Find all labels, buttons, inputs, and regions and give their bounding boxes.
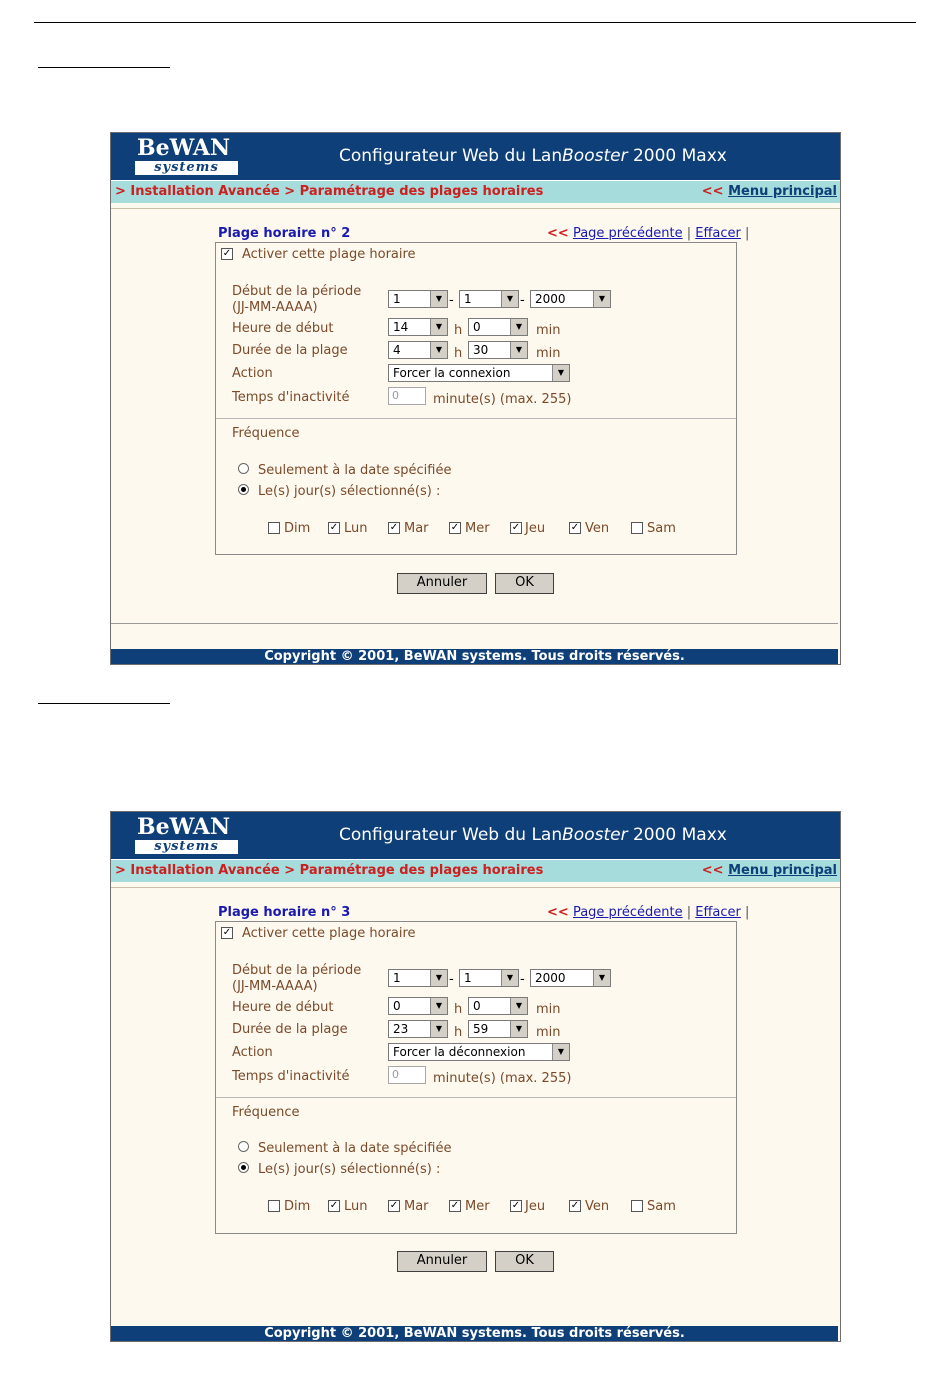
day-checkbox-sam[interactable] <box>631 522 643 534</box>
page-title: Plage horaire n° 3 <box>218 905 351 920</box>
nav-links: << Page précédente | Effacer | <box>547 905 750 920</box>
day-checkbox-mer[interactable]: ✓ <box>450 1200 460 1211</box>
previous-page-link[interactable]: Page précédente <box>572 226 683 241</box>
action-select[interactable]: Forcer la déconnexion ▼ <box>388 1043 570 1061</box>
schedule-form: ✓ Activer cette plage horaire Début de la période (JJ-MM-AAAA) 1 ▼ - 1 ▼ - 2000 ▼ Heure de début 0 ▼ h 0 ▼ min Durée de la plage 23 ▼ h 59 ▼ min Action Forcer la déconnexion ▼ Temps d'inactivité 0 minute(s) (max. 255) Fréquence Seulement à la date spécifiée Le(s) jour(s) sélectionné(s) : Dim ✓ Lun ✓ Mar ✓ Mer ✓ Jeu ✓ Ven Sam <box>215 921 737 1234</box>
day-checkbox-lun[interactable]: ✓ <box>329 522 339 533</box>
only-date-radio[interactable] <box>238 463 249 474</box>
duration-min-select[interactable]: 59 ▼ <box>468 1020 528 1038</box>
breadcrumb: > Installation Avancée > Paramétrage des plages horaires <box>115 184 544 199</box>
only-date-radio[interactable] <box>238 1141 249 1152</box>
app-title: Configurateur Web du LanBooster 2000 Maxx <box>339 825 727 845</box>
start-hour-select[interactable]: 14 ▼ <box>388 318 448 336</box>
start-min-select[interactable]: 0 ▼ <box>468 318 528 336</box>
day-checkbox-mar[interactable]: ✓ <box>389 1200 399 1211</box>
section-underline-2 <box>38 703 170 704</box>
nav-links: << Page précédente | Effacer | <box>547 226 750 241</box>
start-min-select[interactable]: 0 ▼ <box>468 997 528 1015</box>
page-title: Plage horaire n° 2 <box>218 226 351 241</box>
day-checkbox-lun[interactable]: ✓ <box>329 1200 339 1211</box>
copyright-footer: Copyright © 2001, BeWAN systems. Tous droits réservés. <box>111 1326 838 1341</box>
duration-min-select[interactable]: 30 ▼ <box>468 341 528 359</box>
bewan-logo: BeWAN systems <box>135 136 238 177</box>
day-checkbox-dim[interactable] <box>268 522 280 534</box>
clear-link[interactable]: Effacer <box>695 226 741 241</box>
start-hour-select[interactable]: 0 ▼ <box>388 997 448 1015</box>
activate-checkbox[interactable]: ✓ <box>222 248 232 259</box>
day-checkbox-ven[interactable]: ✓ <box>570 1200 580 1211</box>
day-select[interactable]: 1 ▼ <box>388 290 448 308</box>
app-header <box>111 133 840 180</box>
duration-hour-select[interactable]: 23 ▼ <box>388 1020 448 1038</box>
month-select[interactable]: 1 ▼ <box>459 290 519 308</box>
breadcrumb-bar <box>111 859 840 882</box>
action-select[interactable]: Forcer la connexion ▼ <box>388 364 570 382</box>
day-checkbox-dim[interactable] <box>268 1200 280 1212</box>
breadcrumb: > Installation Avancée > Paramétrage des plages horaires <box>115 863 544 878</box>
day-checkbox-jeu[interactable]: ✓ <box>511 1200 521 1211</box>
inactivity-input[interactable]: 0 <box>388 387 426 405</box>
clear-link[interactable]: Effacer <box>695 905 741 920</box>
day-checkbox-mer[interactable]: ✓ <box>450 522 460 533</box>
copyright-footer: Copyright © 2001, BeWAN systems. Tous droits réservés. <box>111 649 838 664</box>
breadcrumb-bar <box>111 180 840 203</box>
menu-principal-link[interactable]: << Menu principal <box>701 184 837 199</box>
schedule-form: ✓ Activer cette plage horaire Début de la période (JJ-MM-AAAA) 1 ▼ - 1 ▼ - 2000 ▼ Heure de début 14 ▼ h 0 ▼ min Durée de la plage 4 ▼ h 30 ▼ min Action Forcer la connexion ▼ Temps d'inactivité 0 minute(s) (max. 255) Fréquence Seulement à la date spécifiée Le(s) jour(s) sélectionné(s) : Dim ✓ Lun ✓ Mar ✓ Mer ✓ Jeu ✓ Ven Sam <box>215 242 737 555</box>
app-title: Configurateur Web du LanBooster 2000 Maxx <box>339 146 727 166</box>
day-checkbox-sam[interactable] <box>631 1200 643 1212</box>
selected-days-radio[interactable] <box>238 1162 249 1173</box>
ok-button[interactable]: OK <box>495 1251 554 1272</box>
month-select[interactable]: 1 ▼ <box>459 969 519 987</box>
previous-page-link[interactable]: Page précédente <box>572 905 683 920</box>
page-top-rule <box>34 22 916 23</box>
year-select[interactable]: 2000 ▼ <box>530 969 611 987</box>
cancel-button[interactable]: Annuler <box>397 573 487 594</box>
day-checkbox-mar[interactable]: ✓ <box>389 522 399 533</box>
section-underline-1 <box>38 67 170 68</box>
duration-hour-select[interactable]: 4 ▼ <box>388 341 448 359</box>
config-window-1 <box>110 132 841 665</box>
activate-checkbox[interactable]: ✓ <box>222 927 232 938</box>
day-checkbox-jeu[interactable]: ✓ <box>511 522 521 533</box>
app-header <box>111 812 840 859</box>
inactivity-input[interactable]: 0 <box>388 1066 426 1084</box>
bewan-logo: BeWAN systems <box>135 815 238 856</box>
menu-principal-link[interactable]: << Menu principal <box>701 863 837 878</box>
year-select[interactable]: 2000 ▼ <box>530 290 611 308</box>
day-select[interactable]: 1 ▼ <box>388 969 448 987</box>
ok-button[interactable]: OK <box>495 573 554 594</box>
selected-days-radio[interactable] <box>238 484 249 495</box>
day-checkbox-ven[interactable]: ✓ <box>570 522 580 533</box>
config-window-2 <box>110 811 841 1342</box>
cancel-button[interactable]: Annuler <box>397 1251 487 1272</box>
